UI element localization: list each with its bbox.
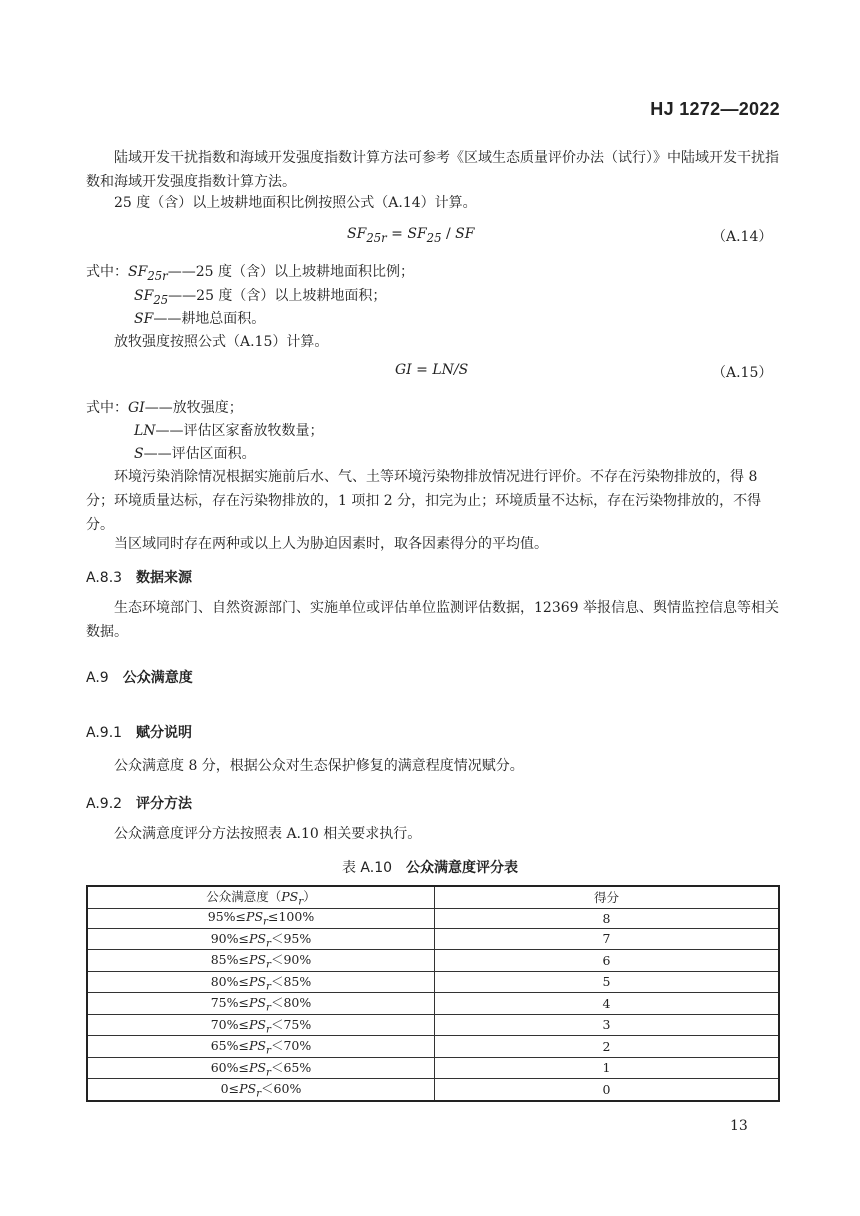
table-header-row	[87, 886, 779, 908]
equation-number-a14: （A.14）	[712, 229, 773, 245]
satisfaction-range-cell: $80\%\le PS_r<85\%$	[87, 971, 435, 993]
satisfaction-range-cell: $70\%\le PS_r<75\%$	[87, 1014, 435, 1036]
formula-a15: GI = LN/S	[395, 362, 469, 378]
paragraph-disturbance-index: 陆域开发干扰指数和海域开发强度指数计算方法可参考《区域生态质量评价办法（试行）》中陆域开发干扰指数和海域开发强度指数计算方法。	[86, 150, 779, 190]
satisfaction-range-cell: $90\%\le PS_r<95\%$	[87, 928, 435, 950]
score-cell: 0	[435, 1079, 780, 1101]
table-row	[87, 908, 779, 928]
table-row	[87, 1036, 779, 1058]
table-row	[87, 1014, 779, 1036]
section-heading-a92: A.9.2 评分方法	[86, 796, 193, 812]
section-heading-a83: A.8.3 数据来源	[86, 570, 193, 586]
satisfaction-range-cell: $85\%\le PS_r<90\%$	[87, 950, 435, 972]
column-header-score: 得分	[435, 886, 780, 908]
paragraph-slope-farmland-intro: 25 度（含）以上坡耕地面积比例按照公式（A.14）计算。	[114, 195, 477, 211]
formula-subscript: 25r	[366, 230, 387, 245]
paragraph-data-source: 生态环境部门、自然资源部门、实施单位或评估单位监测评估数据，12369 举报信息、舆情监控信息等相关数据。	[86, 600, 779, 640]
score-cell: 3	[435, 1014, 780, 1036]
satisfaction-range-cell: $75\%\le PS_r<80\%$	[87, 993, 435, 1015]
satisfaction-range-cell: $0\le PS_r<60\%$	[87, 1079, 435, 1101]
score-cell: 7	[435, 928, 780, 950]
paragraph-average-rule: 当区域同时存在两种或以上人为胁迫因素时，取各因素得分的平均值。	[114, 536, 548, 552]
formula-symbol: SF	[407, 226, 427, 242]
paragraph-scoring-method: 公众满意度评分方法按照表 A.10 相关要求执行。	[114, 826, 422, 842]
document-code-header: HJ 1272—2022	[650, 99, 780, 119]
score-cell: 2	[435, 1036, 780, 1058]
score-cell: 5	[435, 971, 780, 993]
table-row	[87, 971, 779, 993]
satisfaction-score-table	[86, 885, 780, 1102]
score-cell: 8	[435, 908, 780, 928]
formula-symbol: SF	[455, 226, 475, 242]
formula-symbol: SF	[347, 226, 367, 242]
where-line: $SF_{25}——25$ 度（含）以上坡耕地面积；	[134, 288, 387, 307]
table-row	[87, 950, 779, 972]
table-row	[87, 993, 779, 1015]
where-line: LN——评估区家畜放牧数量；	[134, 423, 324, 439]
section-heading-a9: A.9 公众满意度	[86, 670, 193, 686]
table-row	[87, 1057, 779, 1079]
table-row	[87, 928, 779, 950]
score-cell: 4	[435, 993, 780, 1015]
where-line: 式中：$SF_{25r}——25$ 度（含）以上坡耕地面积比例；	[86, 264, 414, 283]
formula-subscript: 25	[426, 230, 442, 245]
section-heading-a91: A.9.1 赋分说明	[86, 725, 193, 741]
formula-a14	[347, 226, 474, 245]
score-cell: 6	[435, 950, 780, 972]
equation-number-a15: （A.15）	[712, 365, 773, 381]
formula-operator: /	[441, 226, 456, 242]
paragraph-grazing-intro: 放牧强度按照公式（A.15）计算。	[114, 334, 329, 350]
where-line: SF——耕地总面积。	[134, 311, 266, 327]
table-row	[87, 1079, 779, 1101]
score-cell: 1	[435, 1057, 780, 1079]
where-line: S——评估区面积。	[134, 446, 256, 462]
satisfaction-range-cell: $95\%\le PS_r\le 100\%$	[87, 908, 435, 928]
paragraph-scoring-description: 公众满意度 8 分，根据公众对生态保护修复的满意程度情况赋分。	[114, 758, 524, 774]
satisfaction-range-cell: $60\%\le PS_r<65\%$	[87, 1057, 435, 1079]
column-header-satisfaction: 公众满意度$(PS_r)$	[87, 886, 435, 908]
page-number: 13	[730, 1118, 748, 1134]
satisfaction-range-cell: $65\%\le PS_r<70\%$	[87, 1036, 435, 1058]
paragraph-pollution-elimination: 环境污染消除情况根据实施前后水、气、土等环境污染物排放情况进行评价。不存在污染物排放的，得 8 分；环境质量达标，存在污染物排放的，1 项扣 2 分，扣完为止；环境质量不达标，存在污染物排放的，不得分。	[86, 469, 762, 533]
table-caption: 表 A.10 公众满意度评分表	[341, 860, 519, 876]
formula-operator: =	[386, 226, 408, 242]
where-line: 式中：GI——放牧强度；	[86, 400, 243, 416]
